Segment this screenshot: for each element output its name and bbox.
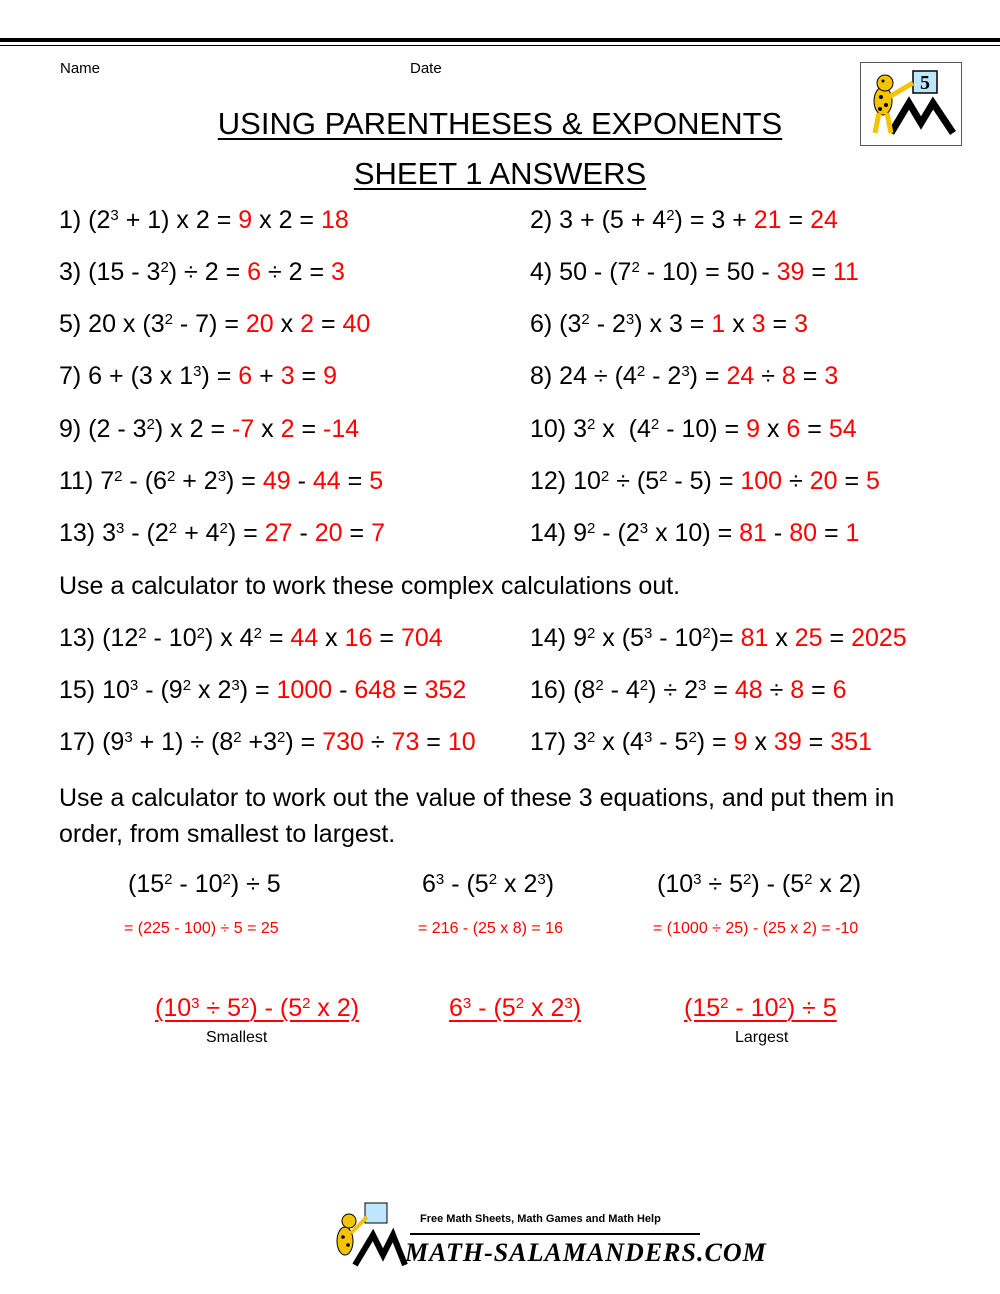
expression-1: $(15^2 - 10^2) \div 5$: [128, 870, 281, 898]
salamander-icon: [861, 63, 961, 145]
svg-text:Free Math Sheets, Math Games a: Free Math Sheets, Math Games and Math Help: [420, 1213, 661, 1225]
working-1: = (225 - 100) ÷ 5 = 25: [124, 920, 279, 937]
name-label: Name: [60, 60, 101, 77]
working-3: = (1000 ÷ 25) - (25 x 2) = -10: [653, 920, 859, 937]
top-rule-thin: [0, 45, 1000, 46]
expression-3: $(10^3 \div 5^2) - (5^2$ x 2): [657, 870, 862, 898]
question-8: 8) $24 \div (4^2 - 2^3) = 24 \div 8 = 3$: [530, 362, 839, 390]
question-10: 10) $3^2$ x $(4^2 - 10) = 9$ x 6 = 54: [530, 415, 857, 443]
page-subtitle: SHEET 1 ANSWERS: [353, 156, 647, 191]
page-title: USING PARENTHESES & EXPONENTS: [217, 106, 783, 141]
svg-text:MATH-SALAMANDERS.COM: MATH-SALAMANDERS.COM: [405, 1238, 767, 1267]
question-13: 13) $3^3 - (2^2 + 4^2) = 27 - 20 = 7$: [59, 519, 385, 547]
footer-logo: [325, 1203, 767, 1273]
math-salamanders-logo-icon: [325, 1203, 767, 1273]
ordered-answer-1: $(10^3 \div 5^2) - (5^2$ x 2): [155, 994, 360, 1022]
largest-label: Largest: [735, 1029, 789, 1046]
question-2: 2) $3 + (5 + 4^2) = 3 + 21 = 24$: [530, 206, 838, 234]
ordered-answer-2: $6^3 - (5^2$ x $2^3$): [449, 994, 582, 1022]
question-7: 7) 6 + (3 x $1^3) = 6 + 3 = 9$: [59, 362, 337, 390]
question-1: 1) $(2^3 + 1)$ x 2 = 9 x 2 = 18: [59, 206, 349, 234]
complex-question-17b: 17) $3^2$ x $(4^3 - 5^2) = 9$ x 39 = 351: [530, 728, 872, 756]
complex-question-14: 14) $9^2$ x $(5^3 - 10^2)= 81$ x 25 = 2025: [530, 624, 907, 652]
complex-question-15: 15) $10^3 - (9^2$ x $2^3) = 1000 - 648 = 352$: [59, 676, 467, 704]
question-4: 4) $50 - (7^2 - 10) = 50 - 39 = 11$: [530, 258, 859, 286]
ordering-instruction: Use a calculator to work out the value of these 3 equations, and put them in order, from smallest to largest.: [59, 784, 895, 848]
grade-logo: [860, 62, 962, 146]
question-9: 9) $(2 - 3^2)$ x 2 = -7 x 2 = -14: [59, 415, 360, 443]
calculator-instruction: Use a calculator to work these complex calculations out.: [59, 572, 681, 600]
smallest-label: Smallest: [206, 1029, 268, 1046]
complex-question-13: 13) $(12^2 - 10^2)$ x $4^2 = 44$ x 16 = 704: [59, 624, 443, 652]
ordered-answer-3: $(15^2 - 10^2) \div 5$: [684, 994, 837, 1022]
working-2: = 216 - (25 x 8) = 16: [418, 920, 563, 937]
complex-question-16: 16) $(8^2 - 4^2) \div 2^3 = 48 \div 8 = 6$: [530, 676, 847, 704]
date-label: Date: [410, 60, 442, 77]
complex-question-17a: 17) $(9^3 + 1) \div (8^2 +3^2) = 730 \div 73 = 10$: [59, 728, 476, 756]
question-11: 11) $7^2 - (6^2 + 2^3) = 49 - 44 = 5$: [59, 467, 384, 495]
svg-text:5: 5: [920, 72, 930, 94]
question-12: 12) $10^2 \div (5^2 - 5) = 100 \div 20 = 5$: [530, 467, 880, 495]
question-3: 3) $(15 - 3^2) \div 2 = 6 \div 2 = 3$: [59, 258, 345, 286]
question-5: 5) 20 x $(3^2 - 7) = 20$ x 2 = 40: [59, 310, 371, 338]
top-rule-thick: [0, 38, 1000, 42]
expression-2: $6^3 - (5^2$ x $2^3$): [422, 870, 555, 898]
question-6: 6) $(3^2 - 2^3)$ x 3 = 1 x 3 = 3: [530, 310, 808, 338]
question-14: 14) $9^2 - (2^3$ x 10) = 81 - 80 = 1: [530, 519, 860, 547]
